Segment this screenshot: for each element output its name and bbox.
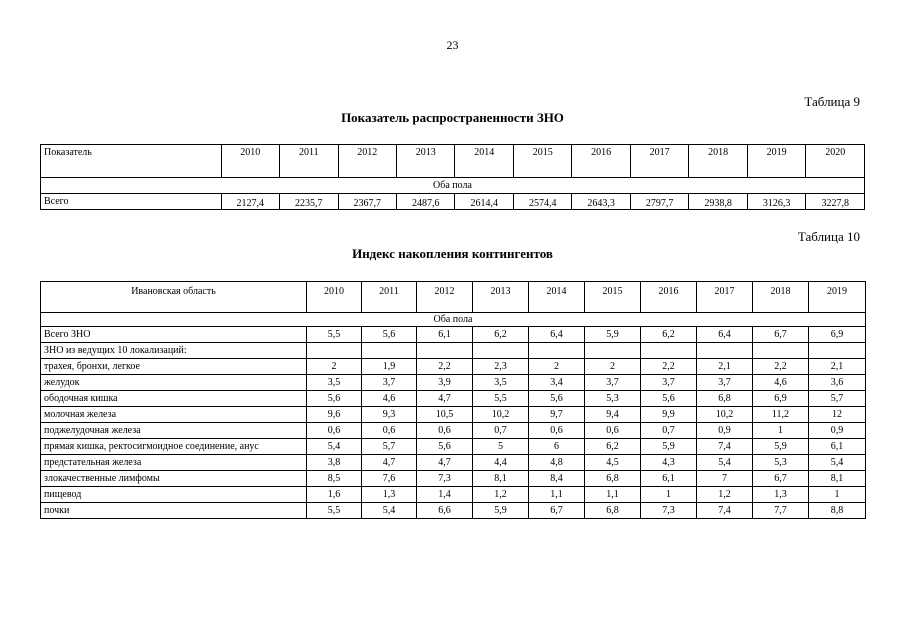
data-cell: 2574,4 xyxy=(513,194,571,210)
data-cell: 5,6 xyxy=(529,391,585,407)
data-cell: 1,9 xyxy=(362,359,417,375)
header-cell-year: 2018 xyxy=(753,282,809,313)
data-cell: 2,2 xyxy=(753,359,809,375)
data-cell: 5,4 xyxy=(362,503,417,519)
data-cell: 4,7 xyxy=(417,455,473,471)
data-cell: 2,2 xyxy=(641,359,697,375)
data-cell: 2235,7 xyxy=(280,194,338,210)
header-cell-year: 2020 xyxy=(806,145,865,178)
table-header-row xyxy=(41,282,866,313)
data-cell: 4,6 xyxy=(753,375,809,391)
data-cell: 2367,7 xyxy=(338,194,396,210)
data-cell: 5,9 xyxy=(753,439,809,455)
page-number: 23 xyxy=(446,38,459,52)
table-row xyxy=(41,439,866,455)
data-cell: 4,8 xyxy=(529,455,585,471)
table9-title: Показатель распространенности ЗНО xyxy=(341,110,564,125)
row-label: прямая кишка, ректосигмоидное соединение, анус xyxy=(41,439,307,455)
data-cell: 0,9 xyxy=(697,423,753,439)
section-row xyxy=(41,178,865,194)
data-cell: 6 xyxy=(529,439,585,455)
data-cell: 7,4 xyxy=(697,439,753,455)
data-cell: 6,2 xyxy=(585,439,641,455)
row-label: желудок xyxy=(41,375,307,391)
data-cell: 3,7 xyxy=(585,375,641,391)
data-cell: 4,3 xyxy=(641,455,697,471)
data-cell: 5,7 xyxy=(809,391,866,407)
header-cell-year: 2013 xyxy=(473,282,529,313)
data-cell: 7,3 xyxy=(417,471,473,487)
data-cell: 3,8 xyxy=(307,455,362,471)
data-cell: 6,9 xyxy=(809,327,866,343)
data-cell: 7,4 xyxy=(697,503,753,519)
data-cell: 8,1 xyxy=(473,471,529,487)
accumulation-index-table xyxy=(40,281,866,519)
data-cell xyxy=(585,343,641,359)
table-row xyxy=(41,503,866,519)
data-cell: 6,8 xyxy=(585,503,641,519)
data-cell: 0,9 xyxy=(809,423,866,439)
data-cell: 2938,8 xyxy=(689,194,747,210)
data-cell: 3,7 xyxy=(641,375,697,391)
data-cell: 2,2 xyxy=(417,359,473,375)
data-cell: 3,5 xyxy=(473,375,529,391)
data-cell: 11,2 xyxy=(753,407,809,423)
data-cell: 9,3 xyxy=(362,407,417,423)
row-label: почки xyxy=(41,503,307,519)
data-cell: 5,6 xyxy=(641,391,697,407)
data-cell: 9,7 xyxy=(529,407,585,423)
table-row xyxy=(41,487,866,503)
data-cell: 2487,6 xyxy=(396,194,454,210)
data-cell: 5,4 xyxy=(307,439,362,455)
section-label: Оба пола xyxy=(41,313,866,327)
data-cell: 4,5 xyxy=(585,455,641,471)
header-cell-year: 2015 xyxy=(585,282,641,313)
row-label: Всего xyxy=(41,194,222,210)
header-cell-year: 2019 xyxy=(747,145,805,178)
data-cell: 6,8 xyxy=(697,391,753,407)
header-cell-year: 2019 xyxy=(809,282,866,313)
data-cell: 5,9 xyxy=(473,503,529,519)
data-cell: 5,5 xyxy=(473,391,529,407)
row-label: ободочная кишка xyxy=(41,391,307,407)
row-label: Всего ЗНО xyxy=(41,327,307,343)
data-cell: 5,4 xyxy=(697,455,753,471)
data-cell: 6,7 xyxy=(529,503,585,519)
prevalence-table xyxy=(40,144,865,210)
header-cell-indicator: Показатель xyxy=(41,145,222,178)
data-cell xyxy=(473,343,529,359)
header-cell-region: Ивановская область xyxy=(41,282,307,313)
data-cell xyxy=(307,343,362,359)
data-cell: 1 xyxy=(641,487,697,503)
table-row xyxy=(41,359,866,375)
data-cell: 5,7 xyxy=(362,439,417,455)
data-cell: 5,9 xyxy=(585,327,641,343)
data-cell: 4,7 xyxy=(362,455,417,471)
data-cell: 2,1 xyxy=(809,359,866,375)
row-label: злокачественные лимфомы xyxy=(41,471,307,487)
data-cell: 0,7 xyxy=(473,423,529,439)
data-cell: 2797,7 xyxy=(630,194,688,210)
data-cell: 1,1 xyxy=(585,487,641,503)
data-cell: 9,6 xyxy=(307,407,362,423)
data-cell: 6,9 xyxy=(753,391,809,407)
header-cell-year: 2016 xyxy=(641,282,697,313)
table-row xyxy=(41,391,866,407)
data-cell: 0,6 xyxy=(529,423,585,439)
header-cell-year: 2014 xyxy=(455,145,513,178)
data-cell: 2 xyxy=(529,359,585,375)
data-cell: 3,6 xyxy=(809,375,866,391)
data-cell: 10,5 xyxy=(417,407,473,423)
table-row xyxy=(41,375,866,391)
data-cell: 0,6 xyxy=(417,423,473,439)
header-cell-year: 2010 xyxy=(221,145,279,178)
data-cell: 5,6 xyxy=(362,327,417,343)
header-cell-year: 2013 xyxy=(396,145,454,178)
data-cell: 10,2 xyxy=(473,407,529,423)
data-cell: 6,7 xyxy=(753,327,809,343)
data-cell: 5,3 xyxy=(585,391,641,407)
data-cell: 9,9 xyxy=(641,407,697,423)
data-cell: 1,2 xyxy=(473,487,529,503)
row-label: молочная железа xyxy=(41,407,307,423)
data-cell: 3,5 xyxy=(307,375,362,391)
data-cell: 6,1 xyxy=(417,327,473,343)
table10-title: Индекс накопления контингентов xyxy=(352,246,553,261)
data-cell: 3,4 xyxy=(529,375,585,391)
data-cell xyxy=(362,343,417,359)
data-cell: 9,4 xyxy=(585,407,641,423)
data-cell xyxy=(697,343,753,359)
table-row xyxy=(41,471,866,487)
data-cell: 2 xyxy=(585,359,641,375)
data-cell: 12 xyxy=(809,407,866,423)
row-label: трахея, бронхи, легкое xyxy=(41,359,307,375)
data-cell: 8,5 xyxy=(307,471,362,487)
data-cell: 3126,3 xyxy=(747,194,805,210)
data-cell: 2614,4 xyxy=(455,194,513,210)
data-cell: 10,2 xyxy=(697,407,753,423)
data-cell: 0,6 xyxy=(585,423,641,439)
data-cell: 0,6 xyxy=(362,423,417,439)
data-cell: 5,5 xyxy=(307,503,362,519)
data-cell: 2 xyxy=(307,359,362,375)
table-row xyxy=(41,343,866,359)
data-cell: 0,7 xyxy=(641,423,697,439)
data-cell: 1,6 xyxy=(307,487,362,503)
table-row xyxy=(41,194,865,210)
data-cell: 3,7 xyxy=(697,375,753,391)
data-cell: 5,6 xyxy=(307,391,362,407)
row-label: поджелудочная железа xyxy=(41,423,307,439)
data-cell: 7 xyxy=(697,471,753,487)
table10-label: Таблица 10 xyxy=(797,229,860,244)
data-cell: 4,6 xyxy=(362,391,417,407)
data-cell xyxy=(753,343,809,359)
row-label: ЗНО из ведущих 10 локализаций: xyxy=(41,343,307,359)
header-cell-year: 2015 xyxy=(513,145,571,178)
data-cell: 6,2 xyxy=(473,327,529,343)
section-label: Оба пола xyxy=(41,178,865,194)
data-cell: 6,1 xyxy=(641,471,697,487)
data-cell: 1 xyxy=(753,423,809,439)
table9-label: Таблица 9 xyxy=(804,94,860,109)
section-row xyxy=(41,313,866,327)
data-cell: 5,4 xyxy=(809,455,866,471)
data-cell: 3,9 xyxy=(417,375,473,391)
data-cell: 3227,8 xyxy=(806,194,865,210)
data-cell: 7,3 xyxy=(641,503,697,519)
data-cell: 1,3 xyxy=(753,487,809,503)
header-cell-year: 2012 xyxy=(338,145,396,178)
data-cell: 6,4 xyxy=(697,327,753,343)
data-cell: 8,1 xyxy=(809,471,866,487)
header-cell-year: 2018 xyxy=(689,145,747,178)
data-cell: 7,7 xyxy=(753,503,809,519)
data-cell: 6,2 xyxy=(641,327,697,343)
data-cell: 1,2 xyxy=(697,487,753,503)
header-cell-year: 2010 xyxy=(307,282,362,313)
header-cell-year: 2016 xyxy=(572,145,630,178)
header-cell-year: 2014 xyxy=(529,282,585,313)
data-cell: 2,3 xyxy=(473,359,529,375)
table-row xyxy=(41,407,866,423)
header-cell-year: 2017 xyxy=(697,282,753,313)
data-cell: 5,5 xyxy=(307,327,362,343)
data-cell: 2,1 xyxy=(697,359,753,375)
data-cell: 7,6 xyxy=(362,471,417,487)
data-cell: 5 xyxy=(473,439,529,455)
data-cell xyxy=(417,343,473,359)
data-cell: 3,7 xyxy=(362,375,417,391)
data-cell xyxy=(529,343,585,359)
data-cell xyxy=(809,343,866,359)
data-cell: 6,6 xyxy=(417,503,473,519)
header-cell-year: 2017 xyxy=(630,145,688,178)
data-cell: 5,6 xyxy=(417,439,473,455)
data-cell: 1,3 xyxy=(362,487,417,503)
data-cell: 6,7 xyxy=(753,471,809,487)
row-label: предстательная железа xyxy=(41,455,307,471)
data-cell: 8,4 xyxy=(529,471,585,487)
data-cell: 2643,3 xyxy=(572,194,630,210)
data-cell: 5,3 xyxy=(753,455,809,471)
data-cell: 4,7 xyxy=(417,391,473,407)
table-row xyxy=(41,327,866,343)
header-cell-year: 2012 xyxy=(417,282,473,313)
header-cell-year: 2011 xyxy=(362,282,417,313)
row-label: пищевод xyxy=(41,487,307,503)
data-cell: 1,1 xyxy=(529,487,585,503)
table-row xyxy=(41,455,866,471)
data-cell: 4,4 xyxy=(473,455,529,471)
data-cell: 6,8 xyxy=(585,471,641,487)
data-cell: 5,9 xyxy=(641,439,697,455)
data-cell: 6,1 xyxy=(809,439,866,455)
data-cell: 0,6 xyxy=(307,423,362,439)
table-row xyxy=(41,423,866,439)
data-cell: 1,4 xyxy=(417,487,473,503)
data-cell xyxy=(641,343,697,359)
data-cell: 8,8 xyxy=(809,503,866,519)
table-header-row xyxy=(41,145,865,178)
data-cell: 2127,4 xyxy=(221,194,279,210)
data-cell: 1 xyxy=(809,487,866,503)
data-cell: 6,4 xyxy=(529,327,585,343)
header-cell-year: 2011 xyxy=(280,145,338,178)
